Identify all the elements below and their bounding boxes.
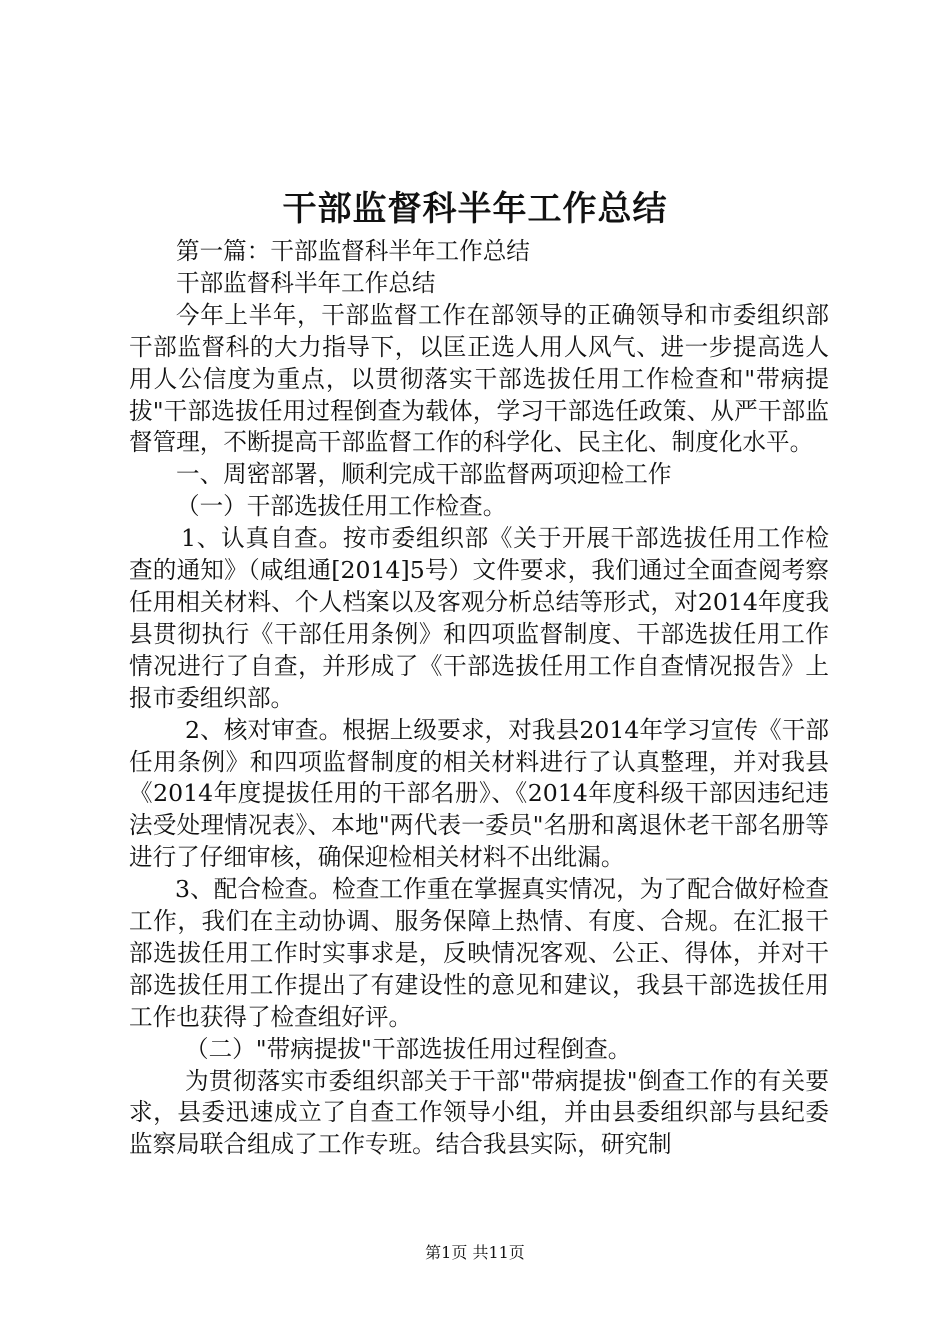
item-paragraph-3: 3、配合检查。检查工作重在掌握真实情况，为了配合做好检查工作，我们在主动协调、服务保障上热情、有度、合规。在汇报干部选拔任用工作时实事求是，反映情况客观、公正、得体，并对干部选拔任用工作提出了有建设性的意见和建议，我县干部选拔任用工作也获得了检查组好评。	[129, 875, 829, 1031]
intro-paragraph: 今年上半年，干部监督工作在部领导的正确领导和市委组织部干部监督科的大力指导下，以匡正选人用人风气、进一步提高选人用人公信度为重点，以贯彻落实干部选拔任用工作检查和"带病提拔"干部选拔任用过程倒查为载体，学习干部选任政策、从严干部监督管理，不断提高干部监督工作的科学化、民主化、制度化水平。	[129, 300, 829, 457]
section-heading-1: 一、周密部署，顺利完成干部监督两项迎检工作	[176, 460, 672, 489]
page-number-footer: 第1页 共11页	[425, 1243, 525, 1262]
item-paragraph-1: 1、认真自查。按市委组织部《关于开展干部选拔任用工作检查的通知》（咸组通[2014]5号）文件要求，我们通过全面查阅考察任用相关材料、个人档案以及客观分析总结等形式，对2014年度我县贯彻执行《干部任用条例》和四项监督制度、干部选拔任用工作情况进行了自查，并形成了《干部选拔任用工作自查情况报告》上报市委组织部。	[129, 524, 829, 712]
body-paragraph: 为贯彻落实市委组织部关于干部"带病提拔"倒查工作的有关要求，县委迅速成立了自查工作领导小组，并由县委组织部与县纪委监察局联合组成了工作专班。结合我县实际，研究制	[129, 1066, 829, 1159]
section-subtitle: 干部监督科半年工作总结	[176, 268, 436, 297]
item-paragraph-2: 2、核对审查。根据上级要求，对我县2014年学习宣传《干部任用条例》和四项监督制度的相关材料进行了认真整理，并对我县《2014年度提拔任用的干部名册》、《2014年度科级干部因违纪违法受处理情况表》、本地"两代表一委员"名册和离退休老干部名册等进行了仔细审核，确保迎检相关材料不出纰漏。	[129, 715, 829, 872]
chapter-heading: 第一篇：干部监督科半年工作总结	[176, 237, 530, 265]
subsection-heading-2: （二）"带病提拔"干部选拔任用过程倒查。	[185, 1034, 632, 1063]
subsection-heading-1: （一）干部选拔任用工作检查。	[176, 492, 507, 521]
document-title: 干部监督科半年工作总结	[282, 189, 668, 229]
document-body	[129, 236, 829, 1161]
